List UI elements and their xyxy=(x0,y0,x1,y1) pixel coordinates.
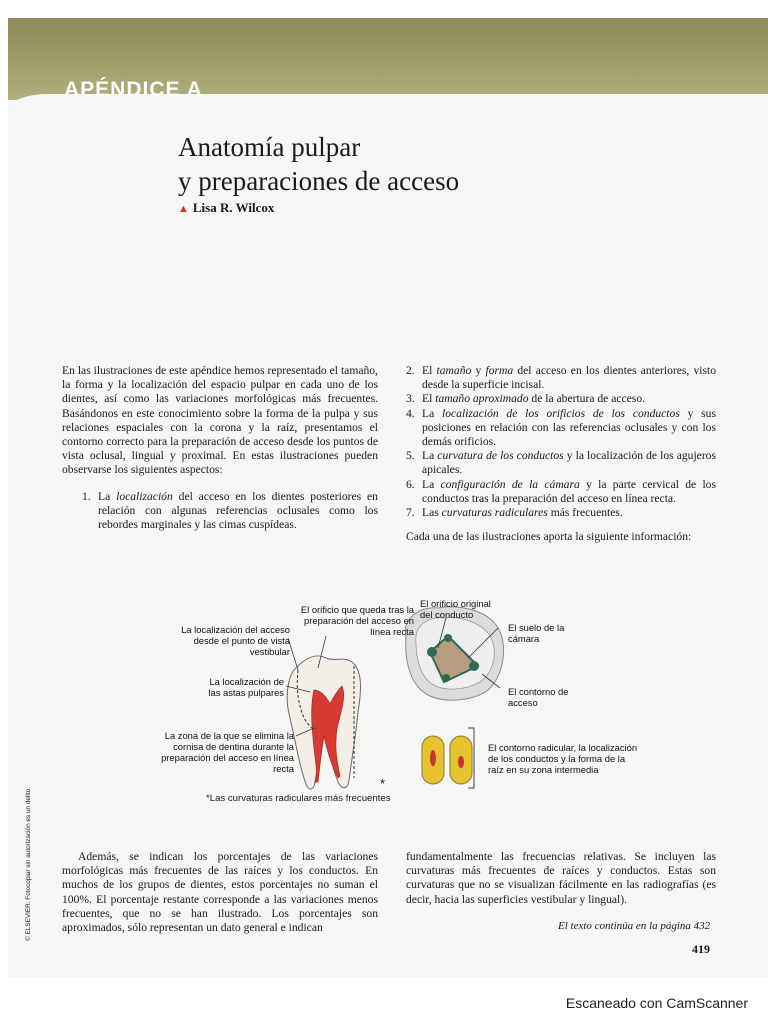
aspect-list-right xyxy=(406,364,716,520)
info-line: Cada una de las ilustraciones aporta la siguiente información: xyxy=(406,530,692,544)
label-chamber-floor: El suelo de la cámara xyxy=(508,622,565,644)
title-line-2: y preparaciones de acceso xyxy=(178,166,460,196)
figure-note: *Las curvaturas radiculares más frecuentes xyxy=(206,793,391,804)
tooth-figure xyxy=(148,578,638,808)
page-title xyxy=(178,130,459,198)
label-original-orifice: El orificio original del conducto xyxy=(420,598,491,620)
tooth-section-drawing xyxy=(287,656,360,789)
left-column xyxy=(62,364,378,532)
scanner-watermark: Escaneado con CamScanner xyxy=(565,995,748,1011)
root-section-drawing xyxy=(422,728,474,788)
author-line xyxy=(178,200,274,216)
label-pulp-horns: La localización de las astas pulpares xyxy=(208,676,284,698)
list-item: 4. La localización de los orificios de los conductos y sus posiciones en relación con las referencias oclusales y con los demás orificios. xyxy=(406,406,716,449)
label-dentin-cornice: La zona de la que se elimina la cornisa de dentina durante la preparación del acceso en línea recta xyxy=(161,730,294,774)
continue-note: El texto continúa en la página 432 xyxy=(558,920,711,932)
list-item: 2. El tamaño y forma del acceso en los dientes anteriores, visto desde la superficie incisal. xyxy=(406,364,717,392)
title-line-1: Anatomía pulpar xyxy=(178,132,361,162)
asterisk-mark: * xyxy=(380,776,386,791)
label-access-outline: El contorno de acceso xyxy=(508,686,569,708)
triangle-icon: ▲ xyxy=(178,203,189,215)
author-name: Lisa R. Wilcox xyxy=(192,200,275,215)
aspect-list-left xyxy=(62,490,378,533)
appendix-label: APÉNDICE A xyxy=(64,78,203,101)
label-vestibular-access: La localización del acceso desde el punto de vista vestibular xyxy=(181,624,290,657)
occlusal-view-drawing xyxy=(405,607,503,700)
list-item: 5. La curvatura de los conductos y la localización de los agujeros apicales. xyxy=(406,449,716,477)
scanned-page xyxy=(8,18,768,978)
bottom-right-paragraph: fundamentalmente las frecuencias relativas. Se incluyen las curvaturas más frecuentes de raíces y conductos. Estas son curvaturas que no se visualizan fácilmente en las radiografías (es decir, hacia las superficies vestibular y lingual). xyxy=(406,850,716,906)
page-number: 419 xyxy=(692,942,710,956)
bottom-left-paragraph: Además, se indican los porcentajes de las variaciones morfológicas más frecuentes de las raíces y los conductos. En muchos de los grupos de dientes, estos porcentajes no suman el 100%. El porcentaje restante corresponde a las variaciones menos frecuentes, que no se han ilustrado. Los porcentajes son aproximados, sólo representan un dato general e indican xyxy=(62,850,378,935)
list-item: 3. El tamaño aproximado de la abertura de acceso. xyxy=(406,392,646,406)
right-column xyxy=(406,364,716,544)
copyright-notice: © ELSEVIER. Fotocopiar sin autorización es un delito. xyxy=(25,787,32,941)
list-item: 1. La localización del acceso en los dientes posteriores en relación con algunas referencias oclusales como los rebordes marginales y las cimas cuspídeas. xyxy=(82,489,378,532)
intro-paragraph: En las ilustraciones de este apéndice hemos representado el tamaño, la forma y la localización del espacio pulpar en cada uno de los dientes, así como las variaciones morfológicas más frecuentes. Basándonos en este conocimiento sobre la forma de la pulpa y sus relaciones espaciales con la corona y la raíz, presentamos el contorno correcto para la preparación de acceso desde los puntos de vista oclusal, lingual y proximal. En estas ilustraciones pueden observarse los siguientes aspectos: xyxy=(62,364,378,477)
list-item: 6. La configuración de la cámara y la parte cervical de los conductos tras la preparación del acceso en línea recta. xyxy=(406,477,716,505)
label-orifice-after-access: El orificio que queda tras la preparación del acceso en línea recta xyxy=(300,604,414,637)
list-item: 7. Las curvaturas radiculares más frecuentes. xyxy=(406,506,623,520)
label-root-outline: El contorno radicular, la localización de los conductos y la forma de la raíz en su zona intermedia xyxy=(488,742,638,775)
